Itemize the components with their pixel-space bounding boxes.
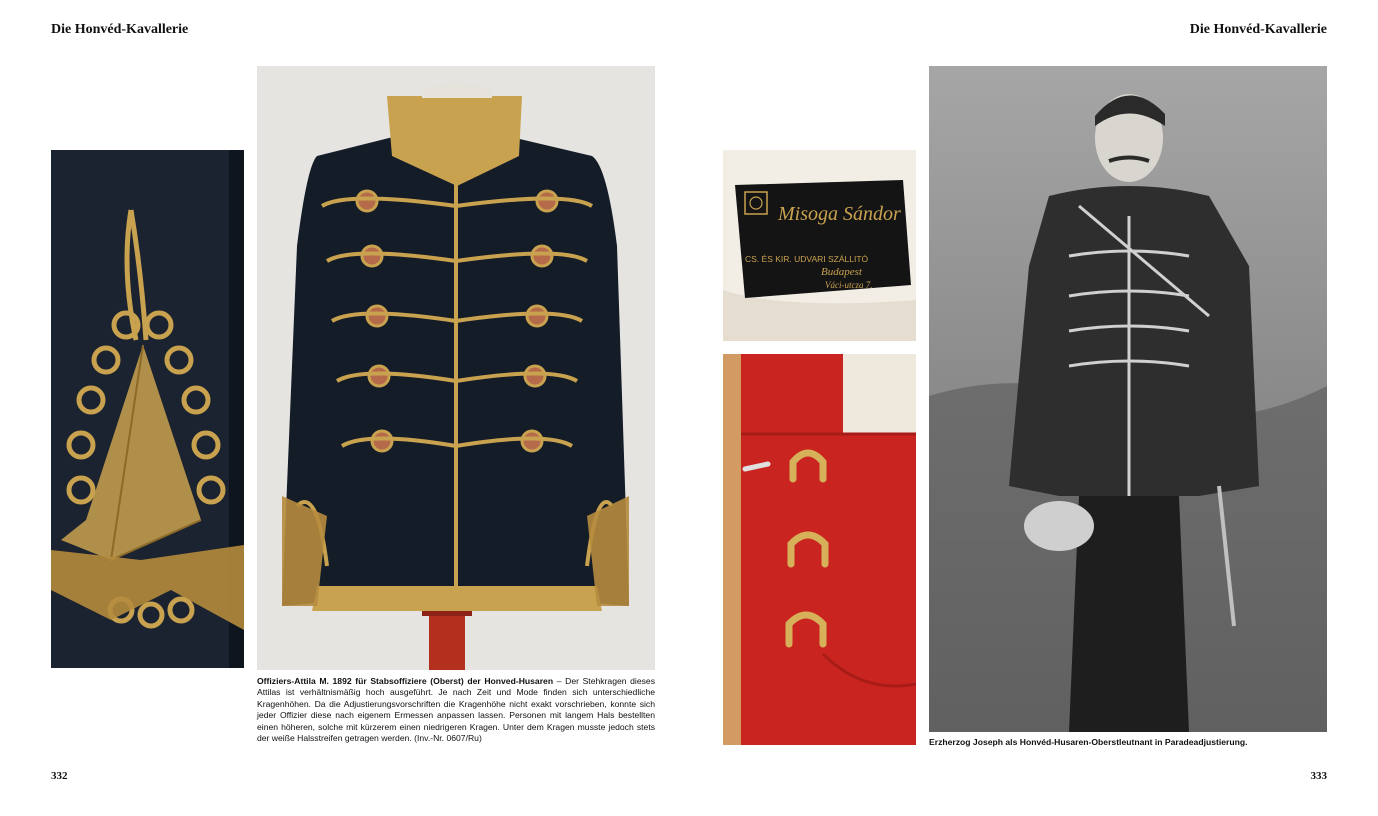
label-maker-city: Budapest <box>821 266 862 278</box>
tailor-label-photo <box>723 150 916 341</box>
running-head-right: Die Honvéd-Kavallerie <box>1189 22 1327 37</box>
archduke-portrait-photo <box>929 66 1327 732</box>
caption-portrait-title: Erzherzog Joseph als Honvéd-Husaren-Oberstleutnant in Paradeadjustierung. <box>929 737 1248 747</box>
caption-attila-title: Offiziers-Attila M. 1892 für Stabsoffiziere (Oberst) der Honved-Husaren <box>257 676 554 686</box>
running-head-left: Die Honvéd-Kavallerie <box>51 22 189 37</box>
page-number-left: 332 <box>51 770 68 782</box>
caption-attila-text: – Der Stehkragen dieses Attilas ist verhältnismäßig hoch ausgeführt. Je nach Zeit und Mode finden sich unterschiedliche Kragenhöhen. Da die Adjustierungsvorschriften die Kragenhöhe nicht exakt vorschrieben, konnte sich jeder Offizier diese nach eigenem Ermessen anpassen lassen. Personen mit langem Hals bestellten einen höheren, solche mit kürzerem einen niedrigeren Kragen. Unter dem Kragen musste jedoch stets der weiße Halsstreifen getragen werden. (Inv.-Nr. 0607/Ru) <box>257 676 655 744</box>
attila-jacket-photo <box>257 66 655 670</box>
label-maker-title: CS. ÉS KIR. UDVARI SZÁLLITÓ <box>745 254 869 264</box>
label-maker-address: Váci-utcza 7. <box>825 280 873 290</box>
red-lining-hooks-photo <box>723 354 916 745</box>
caption-portrait <box>929 737 1327 748</box>
cuff-embroidery-photo <box>51 150 244 668</box>
caption-attila <box>257 676 655 744</box>
page-number-right: 333 <box>1310 770 1327 782</box>
label-maker-name: Misoga Sándor <box>778 203 901 225</box>
